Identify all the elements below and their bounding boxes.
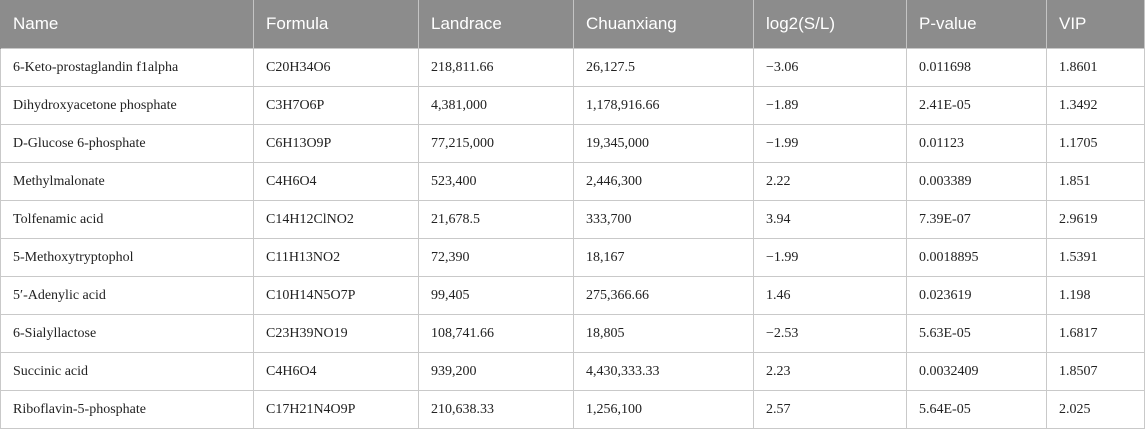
cell-vip: 2.025 [1047, 391, 1145, 429]
cell-vip: 1.8507 [1047, 353, 1145, 391]
cell-p-value: 2.41E-05 [907, 87, 1047, 125]
cell-log2-ratio: 1.46 [754, 277, 907, 315]
cell-formula: C3H7O6P [254, 87, 419, 125]
cell-vip: 1.5391 [1047, 239, 1145, 277]
cell-log2-ratio: 2.22 [754, 163, 907, 201]
cell-name: Riboflavin-5-phosphate [1, 391, 254, 429]
table-row [1, 315, 1145, 353]
cell-name: Tolfenamic acid [1, 201, 254, 239]
header-p-value: P-value [907, 0, 1047, 49]
table-row [1, 163, 1145, 201]
cell-chuanxiang: 18,167 [574, 239, 754, 277]
cell-vip: 2.9619 [1047, 201, 1145, 239]
cell-p-value: 5.63E-05 [907, 315, 1047, 353]
cell-formula: C4H6O4 [254, 163, 419, 201]
cell-log2-ratio: −1.99 [754, 239, 907, 277]
cell-landrace: 218,811.66 [419, 49, 574, 87]
cell-p-value: 0.01123 [907, 125, 1047, 163]
cell-log2-ratio: 2.57 [754, 391, 907, 429]
cell-name: Succinic acid [1, 353, 254, 391]
cell-landrace: 523,400 [419, 163, 574, 201]
header-chuanxiang: Chuanxiang [574, 0, 754, 49]
table-row [1, 277, 1145, 315]
header-formula: Formula [254, 0, 419, 49]
cell-landrace: 77,215,000 [419, 125, 574, 163]
cell-chuanxiang: 26,127.5 [574, 49, 754, 87]
cell-formula: C4H6O4 [254, 353, 419, 391]
cell-log2-ratio: 2.23 [754, 353, 907, 391]
cell-name: Methylmalonate [1, 163, 254, 201]
cell-vip: 1.851 [1047, 163, 1145, 201]
cell-vip: 1.1705 [1047, 125, 1145, 163]
cell-p-value: 7.39E-07 [907, 201, 1047, 239]
cell-name: 6-Sialyllactose [1, 315, 254, 353]
cell-formula: C14H12ClNO2 [254, 201, 419, 239]
cell-formula: C11H13NO2 [254, 239, 419, 277]
cell-vip: 1.3492 [1047, 87, 1145, 125]
cell-vip: 1.198 [1047, 277, 1145, 315]
header-vip: VIP [1047, 0, 1145, 49]
cell-landrace: 108,741.66 [419, 315, 574, 353]
cell-p-value: 0.003389 [907, 163, 1047, 201]
cell-chuanxiang: 18,805 [574, 315, 754, 353]
table-row [1, 49, 1145, 87]
cell-vip: 1.8601 [1047, 49, 1145, 87]
cell-formula: C17H21N4O9P [254, 391, 419, 429]
cell-log2-ratio: −1.99 [754, 125, 907, 163]
table-row [1, 239, 1145, 277]
cell-log2-ratio: −3.06 [754, 49, 907, 87]
table-row [1, 391, 1145, 429]
cell-name: 5-Methoxytryptophol [1, 239, 254, 277]
cell-vip: 1.6817 [1047, 315, 1145, 353]
cell-landrace: 21,678.5 [419, 201, 574, 239]
cell-chuanxiang: 4,430,333.33 [574, 353, 754, 391]
table-row [1, 125, 1145, 163]
cell-chuanxiang: 1,256,100 [574, 391, 754, 429]
header-name: Name [1, 0, 254, 49]
cell-name: 6-Keto-prostaglandin f1alpha [1, 49, 254, 87]
table-header-row [1, 0, 1145, 49]
cell-p-value: 0.0032409 [907, 353, 1047, 391]
cell-p-value: 0.0018895 [907, 239, 1047, 277]
cell-name: 5′-Adenylic acid [1, 277, 254, 315]
table-row [1, 201, 1145, 239]
cell-log2-ratio: −2.53 [754, 315, 907, 353]
cell-chuanxiang: 275,366.66 [574, 277, 754, 315]
cell-chuanxiang: 19,345,000 [574, 125, 754, 163]
cell-log2-ratio: 3.94 [754, 201, 907, 239]
cell-formula: C10H14N5O7P [254, 277, 419, 315]
cell-landrace: 4,381,000 [419, 87, 574, 125]
cell-landrace: 72,390 [419, 239, 574, 277]
cell-p-value: 0.011698 [907, 49, 1047, 87]
cell-log2-ratio: −1.89 [754, 87, 907, 125]
cell-landrace: 99,405 [419, 277, 574, 315]
cell-formula: C23H39NO19 [254, 315, 419, 353]
cell-name: D-Glucose 6-phosphate [1, 125, 254, 163]
header-log2-ratio: log2(S/L) [754, 0, 907, 49]
header-landrace: Landrace [419, 0, 574, 49]
cell-chuanxiang: 333,700 [574, 201, 754, 239]
cell-chuanxiang: 1,178,916.66 [574, 87, 754, 125]
cell-landrace: 210,638.33 [419, 391, 574, 429]
cell-landrace: 939,200 [419, 353, 574, 391]
cell-formula: C20H34O6 [254, 49, 419, 87]
cell-name: Dihydroxyacetone phosphate [1, 87, 254, 125]
cell-chuanxiang: 2,446,300 [574, 163, 754, 201]
cell-p-value: 0.023619 [907, 277, 1047, 315]
table-row [1, 87, 1145, 125]
cell-formula: C6H13O9P [254, 125, 419, 163]
cell-p-value: 5.64E-05 [907, 391, 1047, 429]
table-row [1, 353, 1145, 391]
